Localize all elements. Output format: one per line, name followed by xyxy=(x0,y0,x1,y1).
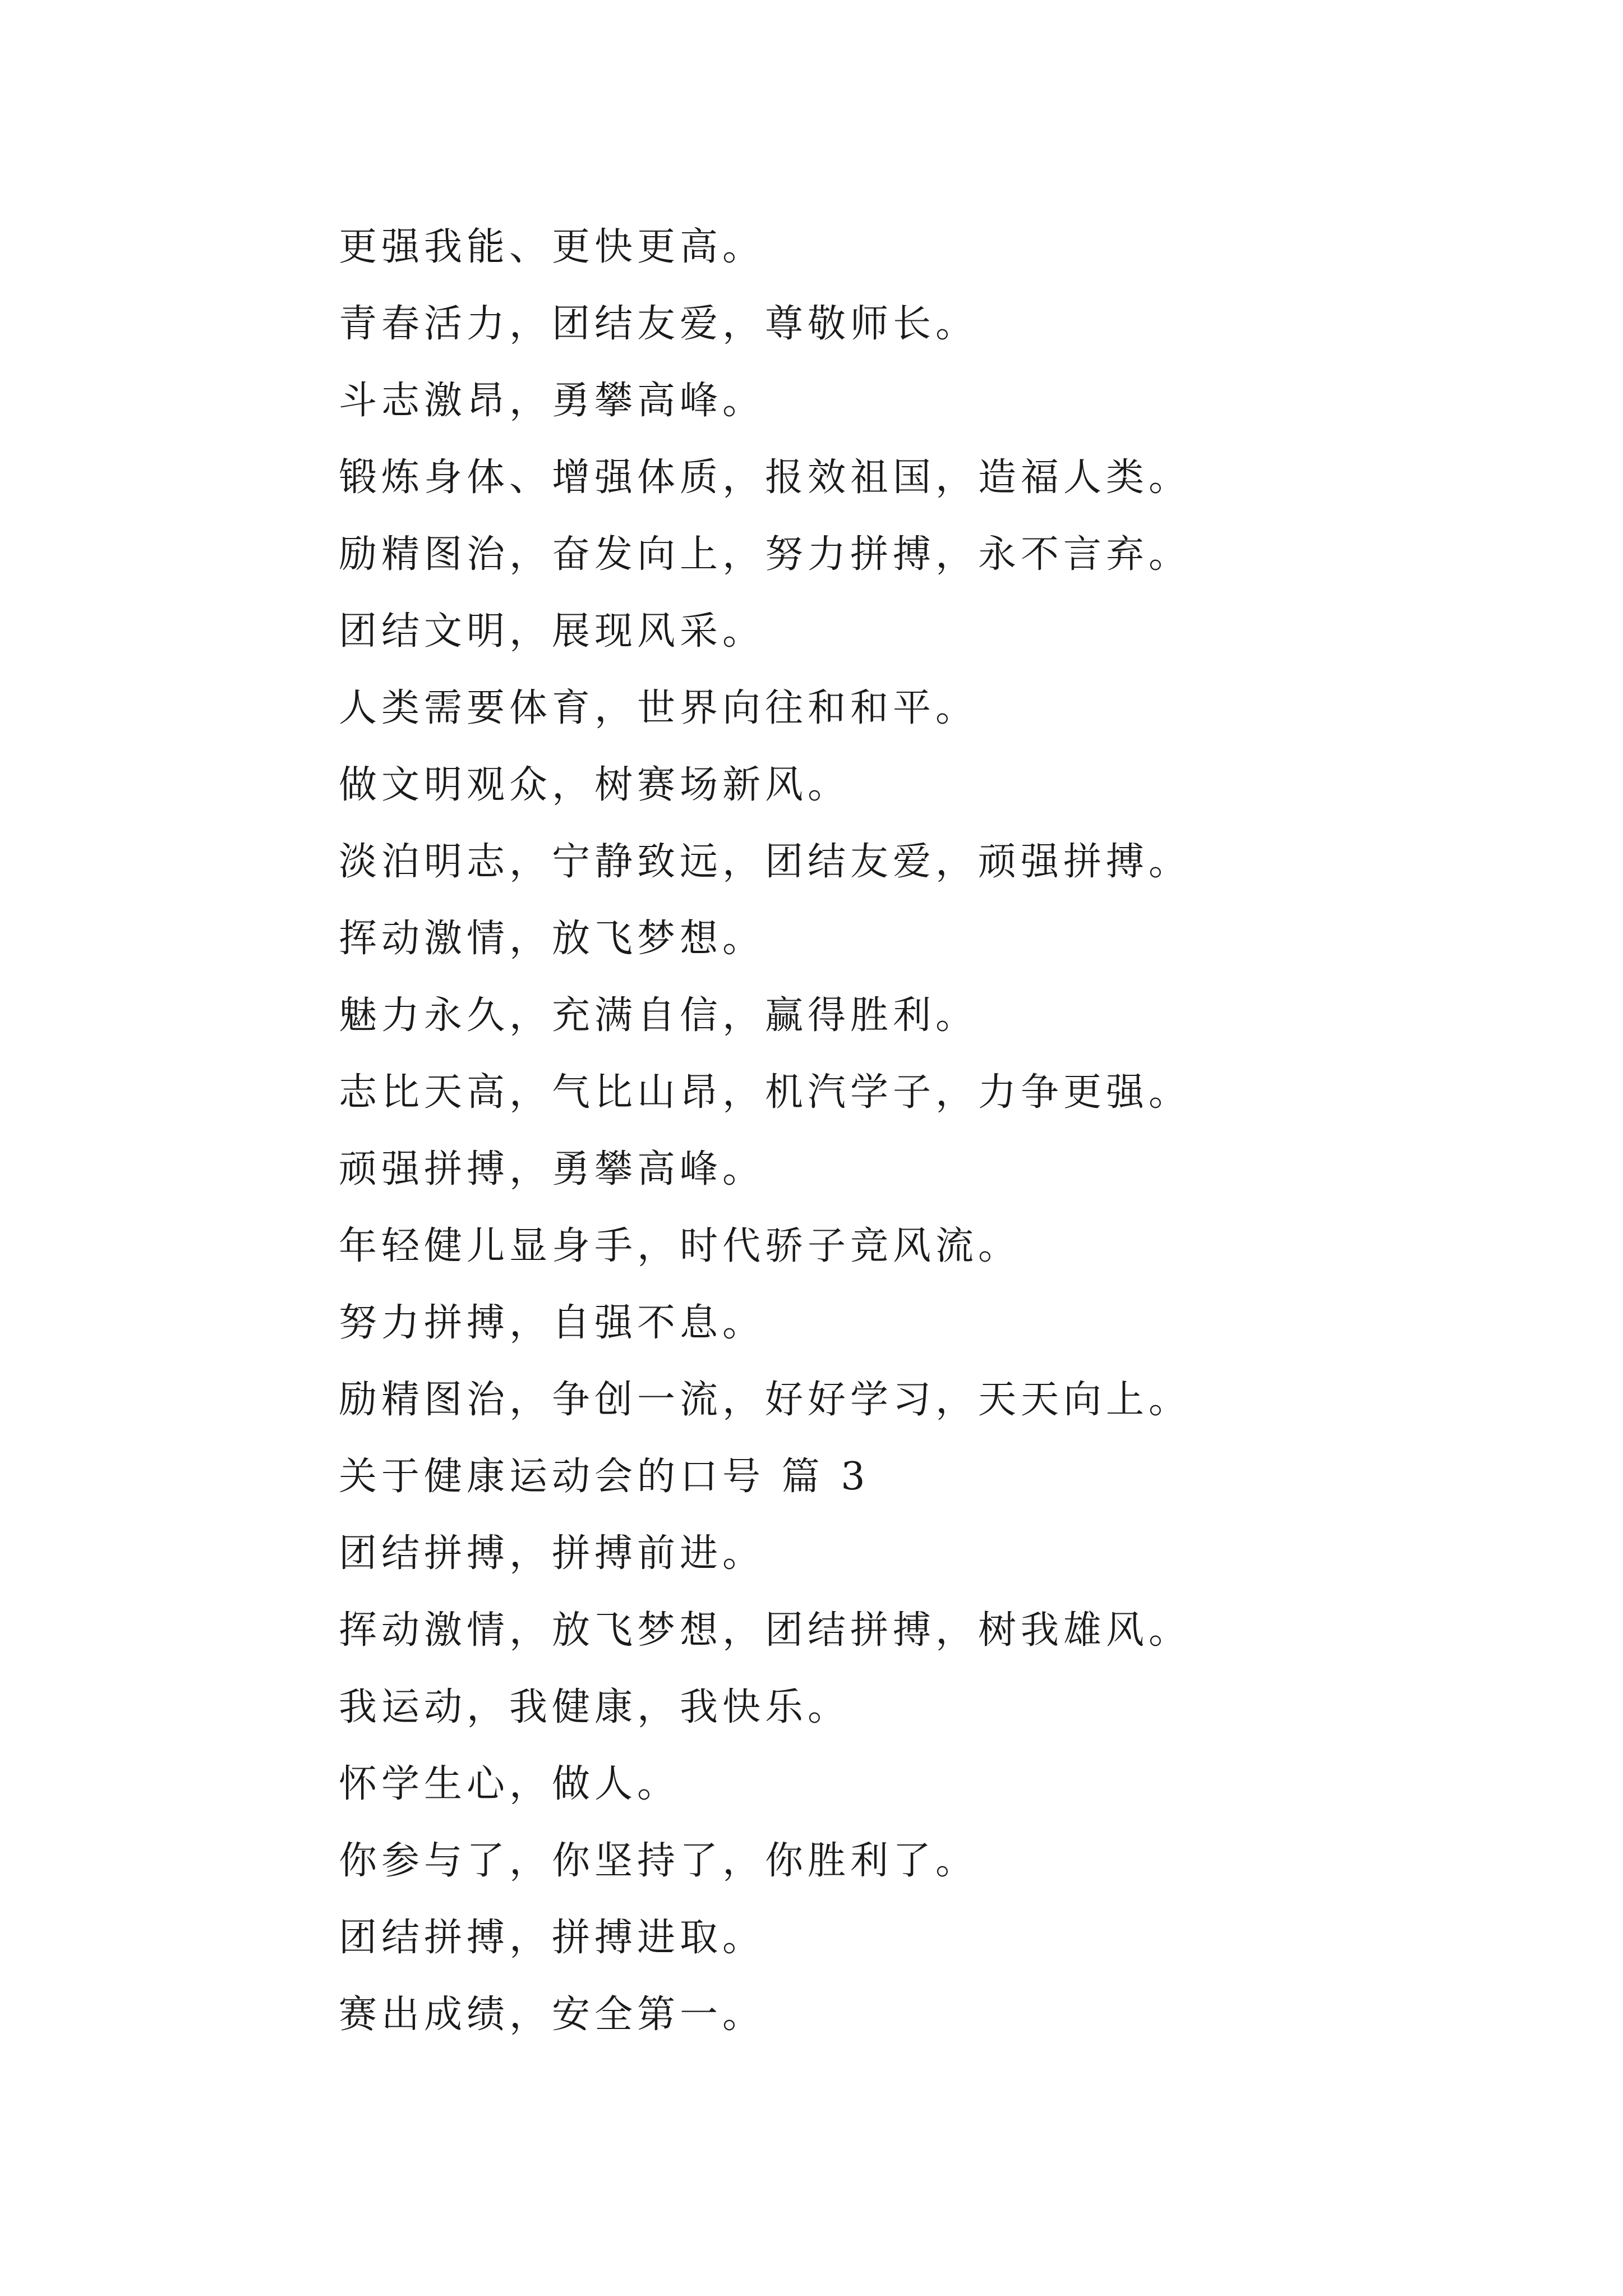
slogan-line: 锻炼身体、增强体质，报效祖国，造福人类。 xyxy=(339,455,1192,500)
slogan-line: 怀学生心，做人。 xyxy=(339,1762,680,1806)
slogan-line: 做文明观众，树赛场新风。 xyxy=(339,763,851,807)
section-heading: 关于健康运动会的口号 篇 3 xyxy=(339,1455,870,1499)
slogan-line: 我运动，我健康，我快乐。 xyxy=(339,1685,851,1729)
slogan-line: 人类需要体育，世界向往和和平。 xyxy=(339,686,979,730)
slogan-line: 志比天高，气比山昂，机汽学子，力争更强。 xyxy=(339,1070,1192,1115)
slogan-line: 励精图治，争创一流，好好学习，天天向上。 xyxy=(339,1378,1192,1422)
slogan-line: 淡泊明志，宁静致远，团结友爱，顽强拼搏。 xyxy=(339,840,1192,884)
slogan-list xyxy=(339,209,1573,2053)
slogan-line: 你参与了，你坚持了，你胜利了。 xyxy=(339,1839,979,1883)
slogan-line: 顽强拼搏，勇攀高峰。 xyxy=(339,1147,766,1191)
slogan-line: 年轻健儿显身手，时代骄子竞风流。 xyxy=(339,1224,1021,1268)
slogan-line: 更强我能、更快更高。 xyxy=(339,225,766,269)
slogan-line: 团结拼搏，拼搏前进。 xyxy=(339,1531,766,1576)
slogan-line: 努力拼搏，自强不息。 xyxy=(339,1301,766,1345)
slogan-line: 赛出成绩，安全第一。 xyxy=(339,1993,766,2037)
slogan-line: 青春活力，团结友爱，尊敬师长。 xyxy=(339,302,979,346)
slogan-line: 魅力永久，充满自信，赢得胜利。 xyxy=(339,993,979,1038)
slogan-line: 团结文明，展现风采。 xyxy=(339,609,766,654)
slogan-line: 团结拼搏，拼搏进取。 xyxy=(339,1916,766,1960)
slogan-line: 斗志激昂，勇攀高峰。 xyxy=(339,379,766,423)
slogan-line: 励精图治，奋发向上，努力拼搏，永不言弃。 xyxy=(339,532,1192,577)
slogan-line: 挥动激情，放飞梦想。 xyxy=(339,917,766,961)
slogan-line: 挥动激情，放飞梦想，团结拼搏，树我雄风。 xyxy=(339,1608,1192,1653)
